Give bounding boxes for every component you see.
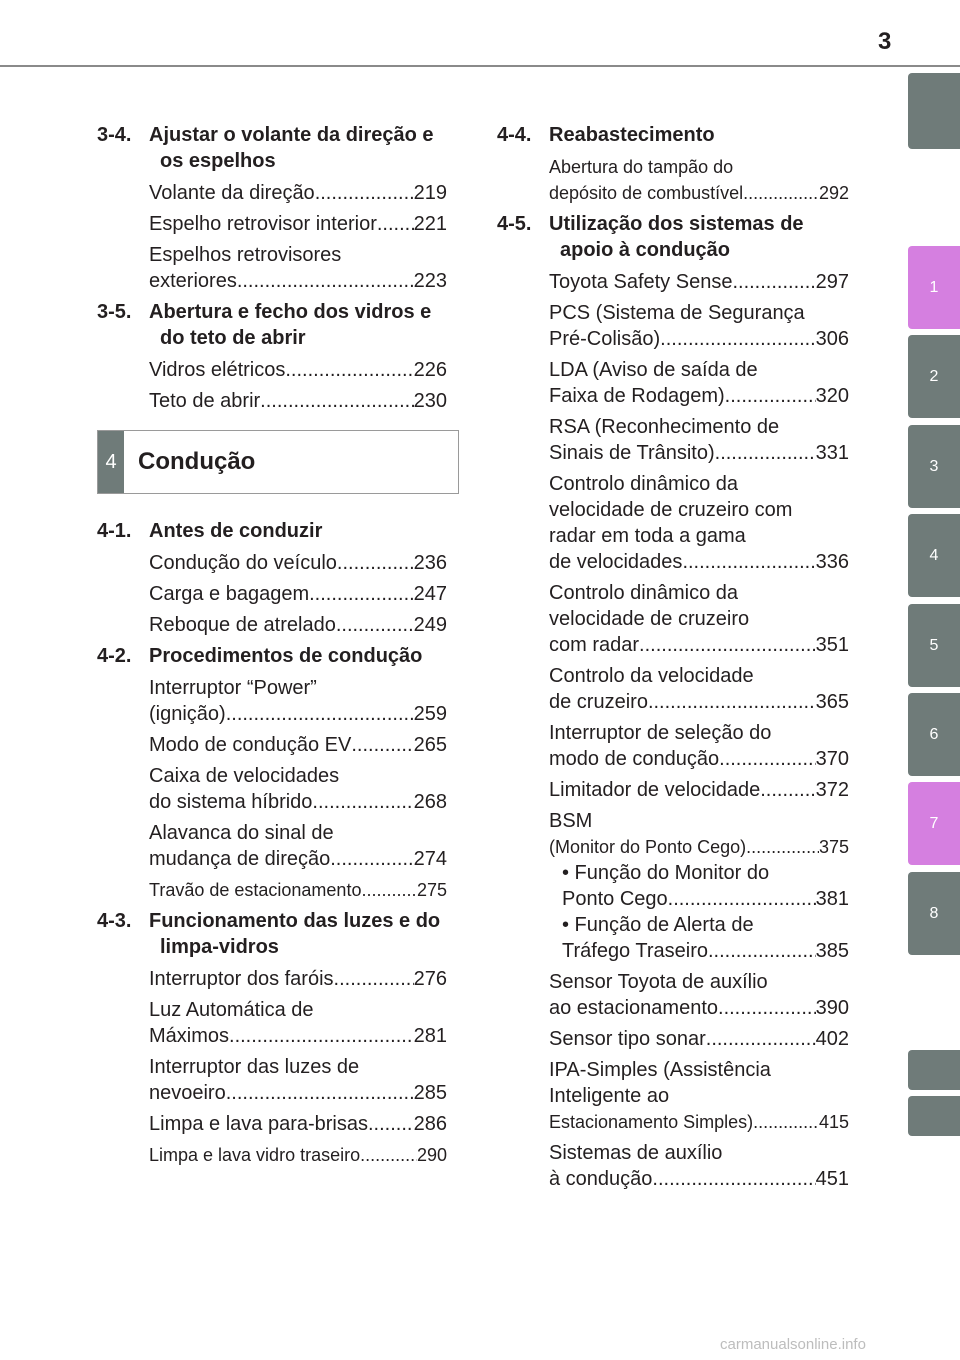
entry-page: 290 — [416, 1145, 447, 1165]
section-title: Reabastecimento — [549, 124, 715, 146]
entry-text: Pré-Colisão) — [549, 328, 661, 350]
entry-page: 236 — [413, 552, 447, 574]
entry-text: mudança de direção — [149, 848, 331, 870]
entry-page: 223 — [413, 270, 447, 292]
section-4-3[interactable] — [97, 908, 447, 960]
toc-entry[interactable] — [549, 1026, 849, 1052]
entry-text: Interruptor “Power” — [149, 677, 317, 699]
entry-text: Sensor Toyota de auxílio — [549, 971, 768, 993]
entry-page: 265 — [413, 734, 447, 756]
entry-text: Máximos — [149, 1025, 230, 1047]
toc-entry[interactable] — [549, 300, 849, 352]
toc-entry[interactable] — [549, 1057, 849, 1135]
entry-page: 370 — [815, 748, 849, 770]
entry-text: radar em toda a gama — [549, 525, 746, 547]
section-title: Abertura e fecho dos vidros e do teto de abrir — [149, 301, 432, 349]
toc-entry[interactable] — [149, 180, 447, 206]
entry-page: 276 — [413, 968, 447, 990]
entry-page: 375 — [818, 837, 849, 857]
entry-text: Estacionamento Simples) — [549, 1112, 754, 1132]
entry-text: Reboque de atrelado — [149, 614, 336, 636]
entry-text: velocidade de cruzeiro — [549, 608, 750, 630]
section-4-4[interactable] — [497, 122, 849, 148]
entry-page: 415 — [818, 1112, 849, 1132]
toc-entry[interactable] — [549, 663, 849, 715]
entry-text: LDA (Aviso de saída de — [549, 359, 758, 381]
header-rule — [0, 65, 960, 67]
entry-page: 221 — [413, 213, 447, 235]
entry-text: Tráfego Traseiro — [562, 940, 708, 962]
tab-blank-a[interactable] — [908, 1050, 960, 1090]
toc-entry[interactable] — [149, 675, 447, 727]
entry-text: Inteligente ao — [549, 1085, 670, 1107]
toc-entry[interactable] — [149, 1054, 447, 1106]
tab-3[interactable]: 3 — [908, 425, 960, 508]
entry-text: Ponto Cego — [562, 888, 668, 910]
entry-page: 385 — [815, 940, 849, 962]
entry-text: Condução do veículo — [149, 552, 337, 574]
entry-page: 219 — [413, 182, 447, 204]
entry-page: 351 — [815, 634, 849, 656]
entry-text: Faixa de Rodagem) — [549, 385, 725, 407]
entry-text: Sistemas de auxílio — [549, 1142, 723, 1164]
toc-entry[interactable] — [149, 966, 447, 992]
chapter-header[interactable] — [97, 430, 459, 494]
section-3-5[interactable] — [97, 299, 447, 351]
entry-page: 390 — [815, 997, 849, 1019]
entry-text: Espelho retrovisor interior — [149, 213, 377, 235]
entry-page: 259 — [413, 703, 447, 725]
toc-entry[interactable] — [149, 877, 447, 903]
entry-text: Sensor tipo sonar — [549, 1028, 706, 1050]
toc-entry[interactable] — [149, 388, 447, 414]
toc-entry[interactable] — [149, 763, 447, 815]
toc-entry[interactable] — [149, 242, 447, 294]
entry-page: 336 — [815, 551, 849, 573]
section-number: 4-2. — [97, 645, 132, 667]
section-number: 4-5. — [497, 213, 532, 235]
entry-text: Limpa e lava para-brisas — [149, 1113, 368, 1135]
chapter-title: Condução — [138, 448, 256, 475]
entry-page: 306 — [815, 328, 849, 350]
entry-text: depósito de combustível — [549, 183, 744, 203]
entry-text: Travão de estacionamento — [149, 880, 362, 900]
entry-text: Alavanca do sinal de — [149, 822, 334, 844]
toc-entry[interactable] — [549, 414, 849, 466]
toc-entry[interactable] — [149, 820, 447, 872]
entry-text: Caixa de velocidades — [149, 765, 340, 787]
tab-1[interactable]: 1 — [908, 246, 960, 329]
entry-text: BSM — [549, 810, 593, 832]
entry-page: 247 — [413, 583, 447, 605]
entry-text: Carga e bagagem — [149, 583, 310, 605]
tab-blank-b[interactable] — [908, 1096, 960, 1136]
entry-text: Teto de abrir — [149, 390, 261, 412]
entry-page: 275 — [416, 880, 447, 900]
toc-entry[interactable] — [549, 860, 849, 912]
entry-text: (Monitor do Ponto Cego) — [549, 837, 747, 857]
toc-entry[interactable] — [149, 550, 447, 576]
toc-entry[interactable] — [149, 581, 447, 607]
entry-text: Interruptor das luzes de — [149, 1056, 360, 1078]
entry-text: Abertura do tampão do — [549, 157, 734, 177]
entry-page: 365 — [815, 691, 849, 713]
toc-entry[interactable] — [149, 1142, 447, 1168]
entry-page: 249 — [413, 614, 447, 636]
toc-entry[interactable] — [549, 269, 849, 295]
entry-text: Modo de condução EV — [149, 734, 352, 756]
entry-page: 281 — [413, 1025, 447, 1047]
section-title: Ajustar o volante da direção e os espelhos — [149, 124, 434, 172]
section-4-2[interactable] — [97, 643, 447, 669]
entry-text: • Função de Alerta de — [562, 914, 754, 936]
entry-text: Controlo dinâmico da — [549, 473, 738, 495]
entry-text: Espelhos retrovisores — [149, 244, 342, 266]
tab-blank-top[interactable] — [908, 73, 960, 149]
section-4-5[interactable] — [497, 211, 849, 263]
section-number: 3-4. — [97, 124, 132, 146]
entry-text: Toyota Safety Sense — [549, 271, 733, 293]
toc-entry[interactable] — [549, 580, 849, 658]
entry-text: • Função do Monitor do — [562, 862, 770, 884]
toc-entry[interactable] — [549, 777, 849, 803]
entry-text: de cruzeiro — [549, 691, 648, 713]
section-title: Procedimentos de condução — [149, 645, 423, 667]
tab-7[interactable]: 7 — [908, 782, 960, 865]
entry-text: Interruptor de seleção do — [549, 722, 772, 744]
section-4-1[interactable] — [97, 518, 447, 544]
entry-text: velocidade de cruzeiro com — [549, 499, 793, 521]
toc-entry[interactable] — [549, 808, 849, 860]
entry-text: (ignição) — [149, 703, 226, 725]
entry-text: Volante da direção — [149, 182, 315, 204]
entry-text: Controlo dinâmico da — [549, 582, 738, 604]
section-title: Utilização dos sistemas de apoio à condução — [549, 213, 804, 261]
entry-text: ao estacionamento — [549, 997, 719, 1019]
toc-entry[interactable] — [149, 732, 447, 758]
toc-right — [497, 122, 849, 1197]
entry-page: 292 — [818, 183, 849, 203]
toc-entry[interactable] — [549, 1140, 849, 1192]
chapter-number: 4 — [98, 431, 124, 493]
entry-page: 402 — [815, 1028, 849, 1050]
entry-page: 381 — [815, 888, 849, 910]
entry-text: de velocidades — [549, 551, 683, 573]
toc-entry[interactable] — [149, 612, 447, 638]
entry-text: Luz Automática de — [149, 999, 314, 1021]
entry-text: Vidros elétricos — [149, 359, 286, 381]
toc-entry[interactable] — [149, 997, 447, 1049]
tab-2[interactable]: 2 — [908, 335, 960, 418]
entry-page: 451 — [815, 1168, 849, 1190]
section-3-4[interactable] — [97, 122, 447, 174]
entry-text: modo de condução — [549, 748, 720, 770]
section-number: 3-5. — [97, 301, 132, 323]
entry-text: à condução — [549, 1168, 653, 1190]
toc-entry[interactable] — [549, 969, 849, 1021]
entry-page: 285 — [413, 1082, 447, 1104]
entry-text: Sinais de Trânsito) — [549, 442, 715, 464]
entry-page: 268 — [413, 791, 447, 813]
entry-page: 372 — [815, 779, 849, 801]
entry-page: 226 — [413, 359, 447, 381]
entry-page: 320 — [815, 385, 849, 407]
toc-left-bottom — [97, 518, 447, 1173]
watermark: carmanualsonline.info — [720, 1336, 866, 1353]
entry-text: do sistema híbrido — [149, 791, 313, 813]
toc-left-top — [97, 122, 447, 419]
entry-text: nevoeiro — [149, 1082, 226, 1104]
entry-page: 274 — [413, 848, 447, 870]
tab-8[interactable]: 8 — [908, 872, 960, 955]
section-title: Funcionamento das luzes e do limpa-vidros — [149, 910, 441, 958]
entry-text: Limitador de velocidade — [549, 779, 761, 801]
toc-entry[interactable] — [549, 720, 849, 772]
tab-6[interactable]: 6 — [908, 693, 960, 776]
section-number: 4-1. — [97, 520, 132, 542]
toc-entry[interactable] — [149, 211, 447, 237]
toc-entry[interactable] — [549, 357, 849, 409]
tab-5[interactable]: 5 — [908, 604, 960, 687]
toc-entry[interactable] — [549, 912, 849, 964]
page-number: 3 — [878, 28, 892, 55]
entry-page: 230 — [413, 390, 447, 412]
tab-4[interactable]: 4 — [908, 514, 960, 597]
toc-entry[interactable] — [149, 1111, 447, 1137]
entry-text: PCS (Sistema de Segurança — [549, 302, 805, 324]
entry-page: 286 — [413, 1113, 447, 1135]
section-title: Antes de conduzir — [149, 520, 323, 542]
toc-entry[interactable] — [549, 154, 849, 206]
entry-text: IPA-Simples (Assistência — [549, 1059, 771, 1081]
entry-text: Limpa e lava vidro traseiro — [149, 1145, 361, 1165]
entry-page: 297 — [815, 271, 849, 293]
entry-text: RSA (Reconhecimento de — [549, 416, 780, 438]
entry-text: Controlo da velocidade — [549, 665, 754, 687]
section-number: 4-3. — [97, 910, 132, 932]
entry-text: com radar — [549, 634, 640, 656]
toc-entry[interactable] — [549, 471, 849, 575]
section-number: 4-4. — [497, 124, 532, 146]
toc-entry[interactable] — [149, 357, 447, 383]
entry-text: Interruptor dos faróis — [149, 968, 334, 990]
entry-page: 331 — [815, 442, 849, 464]
entry-text: exteriores — [149, 270, 237, 292]
